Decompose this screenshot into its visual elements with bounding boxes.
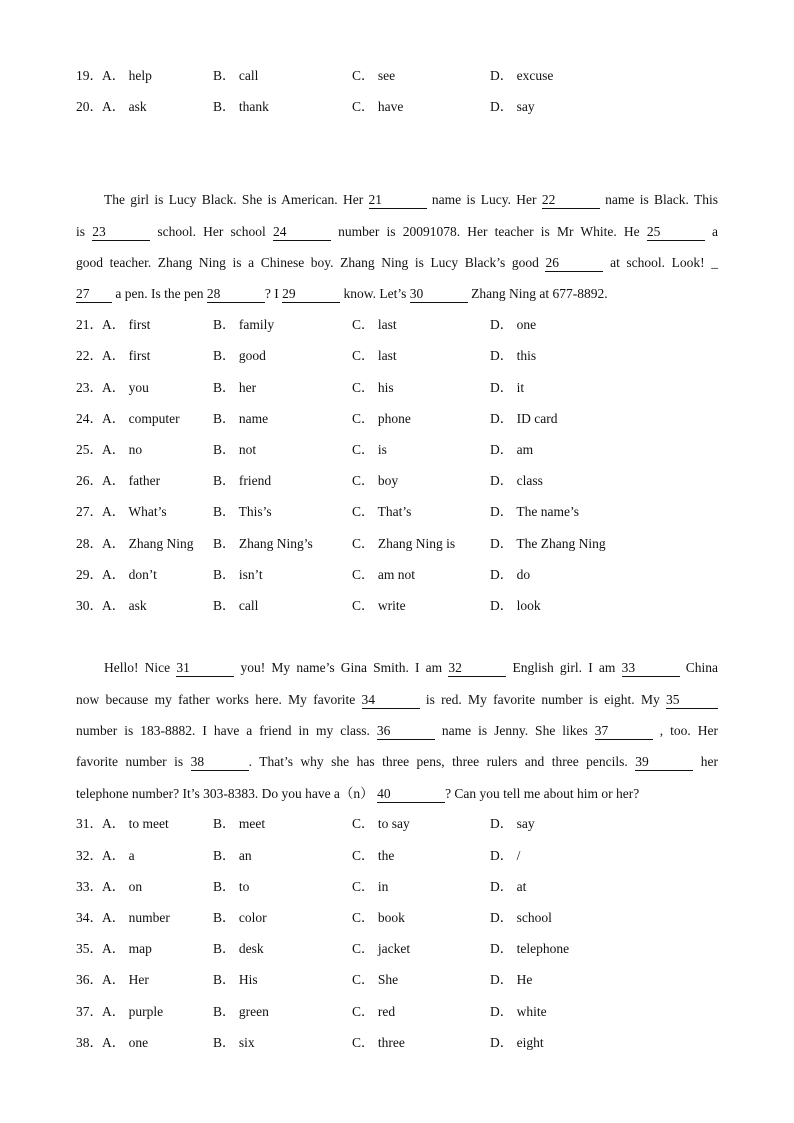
option-d: D． do [490, 567, 531, 582]
option-b: B． color [213, 910, 267, 925]
passage-text: school. Her school [150, 224, 273, 239]
blank-23: 23 [92, 224, 150, 241]
blank-29: 29 [282, 286, 340, 303]
blank-25: 25 [647, 224, 705, 241]
option-a: A． ask [102, 99, 147, 114]
option-c: C． phone [352, 411, 411, 426]
passage-text: English girl. I am [506, 660, 622, 675]
passage-text: know. Let’s [340, 286, 410, 301]
option-b: B． call [213, 598, 259, 613]
option-a: A． father [102, 473, 161, 488]
option-c: C． boy [352, 473, 399, 488]
option-d: D． white [490, 1004, 547, 1019]
question-number: 25． [76, 442, 103, 457]
option-b: B． This’s [213, 504, 272, 519]
option-b: B． six [213, 1035, 255, 1050]
question-number: 24． [76, 411, 103, 426]
option-a: A． purple [102, 1004, 164, 1019]
passage-line [76, 690, 718, 710]
option-a: A． to meet [102, 816, 169, 831]
option-a: A． a [102, 848, 135, 863]
question-number: 32． [76, 848, 103, 863]
blank-34: 34 [362, 692, 420, 709]
blank-33: 33 [622, 660, 680, 677]
blank-30: 30 [410, 286, 468, 303]
option-c: C． last [352, 317, 397, 332]
blank-39: 39 [635, 754, 693, 771]
question-number: 36． [76, 972, 103, 987]
question-number: 35． [76, 941, 103, 956]
passage-text: good teacher. Zhang Ning is a Chinese boy. Zhang Ning is Lucy Black’s good [76, 255, 546, 270]
passage-text: , too. Her [652, 723, 719, 738]
option-a: A． help [102, 68, 152, 83]
passage-text: name is Black. This [599, 192, 718, 207]
option-d: D． at [490, 879, 527, 894]
blank-38: 38 [191, 754, 249, 771]
option-b: B． isn’t [213, 567, 263, 582]
passage-text: is red. My favorite number is eight. My [419, 692, 667, 707]
option-b: B． meet [213, 816, 266, 831]
option-c: C． write [352, 598, 406, 613]
option-a: A． What’s [102, 504, 167, 519]
passage-text: . That’s why she has three pens, three rulers and three pencils. [248, 754, 636, 769]
option-a: A． first [102, 317, 151, 332]
question-number: 20． [76, 99, 103, 114]
option-d: D． class [490, 473, 543, 488]
option-c: C． That’s [352, 504, 412, 519]
option-d: D． He [490, 972, 533, 987]
option-c: C． is [352, 442, 387, 457]
option-c: C． in [352, 879, 389, 894]
option-c: C． have [352, 99, 404, 114]
option-a: A． ask [102, 598, 147, 613]
option-b: B． an [213, 848, 252, 863]
option-c: C． his [352, 380, 394, 395]
option-c: C． book [352, 910, 405, 925]
option-d: D． / [490, 848, 521, 863]
question-number: 27． [76, 504, 103, 519]
option-d: D． look [490, 598, 541, 613]
option-c: C． jacket [352, 941, 411, 956]
option-d: D． excuse [490, 68, 554, 83]
option-a: A． computer [102, 411, 180, 426]
option-b: B． her [213, 380, 257, 395]
blank-24: 24 [273, 224, 331, 241]
passage-text: number is 20091078. Her teacher is Mr White. He [330, 224, 647, 239]
passage-text: name is Lucy. Her [426, 192, 542, 207]
passage-text: Zhang Ning at 677-8892. [467, 286, 608, 301]
question-number: 23． [76, 380, 103, 395]
blank-28: 28 [207, 286, 265, 303]
option-b: B． to [213, 879, 250, 894]
option-d: D． ID card [490, 411, 558, 426]
option-c: C． see [352, 68, 396, 83]
option-c: C． three [352, 1035, 405, 1050]
passage-line [104, 190, 718, 210]
option-d: D． eight [490, 1035, 544, 1050]
question-number: 26． [76, 473, 103, 488]
option-d: D． one [490, 317, 537, 332]
option-d: D． say [490, 816, 535, 831]
passage-line [104, 658, 718, 678]
question-number: 31． [76, 816, 103, 831]
option-b: B． call [213, 68, 259, 83]
option-c: C． to say [352, 816, 410, 831]
option-a: A． no [102, 442, 143, 457]
option-a: A． first [102, 348, 151, 363]
passage-text: a [704, 224, 719, 239]
question-number: 33． [76, 879, 103, 894]
passage-text: is [76, 224, 93, 239]
passage-text: Hello! Nice [104, 660, 177, 675]
question-number: 34． [76, 910, 103, 925]
passage-text: you! My name’s Gina Smith. I am [234, 660, 449, 675]
blank-22: 22 [542, 192, 600, 209]
option-c: C． the [352, 848, 395, 863]
option-a: A． Her [102, 972, 149, 987]
passage-text: China [679, 660, 718, 675]
blank-27: 27 [76, 286, 112, 303]
blank-40: 40 [377, 786, 445, 803]
option-c: C． Zhang Ning is [352, 536, 456, 551]
option-b: B． good [213, 348, 266, 363]
passage-text: ? Can you tell me about him or her? [445, 786, 640, 801]
passage-text: The girl is Lucy Black. She is American. Her [104, 192, 369, 207]
option-b: B． name [213, 411, 269, 426]
option-a: A． number [102, 910, 170, 925]
question-number: 29． [76, 567, 103, 582]
passage-line [76, 752, 718, 772]
option-b: B． green [213, 1004, 269, 1019]
passage-text: at school. Look! _ [603, 255, 719, 270]
passage-text: ? I [264, 286, 283, 301]
option-b: B． Zhang Ning’s [213, 536, 313, 551]
blank-32: 32 [448, 660, 506, 677]
passage-text: favorite number is [76, 754, 191, 769]
option-b: B． friend [213, 473, 272, 488]
question-number: 37． [76, 1004, 103, 1019]
passage-line [76, 784, 718, 804]
option-a: A． map [102, 941, 152, 956]
option-a: A． don’t [102, 567, 157, 582]
question-number: 19． [76, 68, 103, 83]
passage-text: now because my father works here. My favorite [76, 692, 362, 707]
question-number: 28． [76, 536, 103, 551]
question-number: 38． [76, 1035, 103, 1050]
passage-line [76, 253, 718, 273]
option-d: D． this [490, 348, 537, 363]
passage-text: name is Jenny. She likes [434, 723, 595, 738]
option-c: C． She [352, 972, 399, 987]
blank-36: 36 [377, 723, 435, 740]
option-b: B． desk [213, 941, 264, 956]
option-a: A． one [102, 1035, 149, 1050]
option-a: A． Zhang Ning [102, 536, 194, 551]
question-number: 21． [76, 317, 103, 332]
option-d: D． telephone [490, 941, 570, 956]
option-a: A． on [102, 879, 143, 894]
blank-26: 26 [545, 255, 603, 272]
blank-37: 37 [595, 723, 653, 740]
passage-line [76, 721, 718, 741]
blank-35: 35 [666, 692, 718, 709]
option-b: B． not [213, 442, 257, 457]
option-c: C． am not [352, 567, 415, 582]
question-number: 30． [76, 598, 103, 613]
option-d: D． am [490, 442, 534, 457]
blank-31: 31 [176, 660, 234, 677]
question-number: 22． [76, 348, 103, 363]
option-b: B． family [213, 317, 275, 332]
option-a: A． you [102, 380, 149, 395]
option-b: B． thank [213, 99, 269, 114]
passage-text: number is 183-8882. I have a friend in my class. [76, 723, 377, 738]
option-d: D． The Zhang Ning [490, 536, 606, 551]
option-b: B． His [213, 972, 258, 987]
option-d: D． The name’s [490, 504, 579, 519]
option-d: D． it [490, 380, 525, 395]
option-c: C． last [352, 348, 397, 363]
passage-line [76, 284, 718, 304]
passage-text: her [693, 754, 718, 769]
option-d: D． school [490, 910, 552, 925]
option-c: C． red [352, 1004, 396, 1019]
blank-21: 21 [369, 192, 427, 209]
option-d: D． say [490, 99, 535, 114]
passage-text: telephone number? It’s 303-8383. Do you have a（n） [76, 786, 378, 801]
passage-line [76, 222, 718, 242]
passage-text: a pen. Is the pen [112, 286, 207, 301]
